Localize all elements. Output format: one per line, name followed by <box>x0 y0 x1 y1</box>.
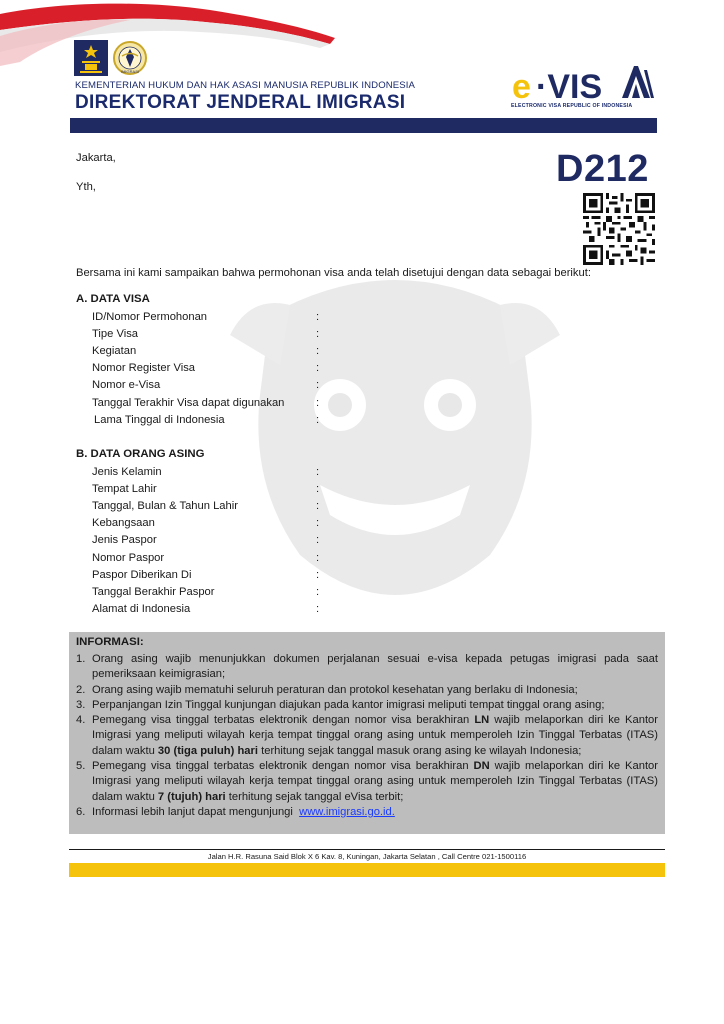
info-item <box>76 652 658 683</box>
info-item-number: 4. <box>76 714 86 727</box>
info-item-text <box>92 805 658 820</box>
field-date-of-birth: Tanggal, Bulan & Tahun Lahir <box>92 500 238 512</box>
info-text-segment: terhitung sejak tanggal eVisa terbit; <box>225 790 404 803</box>
barong-watermark-graphic <box>230 255 560 615</box>
imigrasi-website-link[interactable]: www.imigrasi.go.id. <box>299 805 395 818</box>
info-item <box>76 698 658 713</box>
qr-code <box>583 193 655 265</box>
seal-text: IMIGRASI <box>120 69 140 74</box>
field-evisa-number: Nomor e-Visa <box>92 379 161 391</box>
ministry-name: KEMENTERIAN HUKUM DAN HAK ASASI MANUSIA REPUBLIK INDONESIA <box>75 80 416 91</box>
info-text-segment: wajib melaporkan diri ke Kantor Imigrasi yang meliputi wilayah kerja tempat tinggal orang asing untuk memperoleh Izin Tinggal Terbatas (ITAS) dalam waktu <box>92 714 659 757</box>
institution-logos <box>74 40 148 76</box>
info-item <box>76 713 658 759</box>
info-text-segment: Pemegang visa tinggal terbatas elektronik dengan nomor visa berakhiran <box>92 714 475 727</box>
info-item-number: 5. <box>76 760 86 773</box>
field-application-id: ID/Nomor Permohonan <box>92 311 208 323</box>
footer-divider <box>69 849 665 850</box>
field-visa-last-use-date: Tanggal Terakhir Visa dapat digunakan <box>92 397 285 409</box>
letter-place: Jakarta, <box>76 152 116 164</box>
field-activity: Kegiatan <box>92 345 137 357</box>
intro-text: Bersama ini kami sampaikan bahwa permohonan visa anda telah disetujui dengan data sebagai berikut: <box>76 267 591 279</box>
info-item-number: 1. <box>76 653 86 665</box>
colon: : <box>316 500 320 512</box>
colon: : <box>316 603 320 615</box>
info-item-text: Orang asing wajib mematuhi seluruh peraturan dan protokol kesehatan yang berlaku di Indonesia; <box>92 683 578 696</box>
colon: : <box>316 534 320 546</box>
info-item-number: 2. <box>76 683 86 696</box>
flag-ribbon-graphic <box>0 0 340 70</box>
field-length-of-stay: Lama Tinggal di Indonesia <box>94 414 225 426</box>
info-item-text: Orang asing wajib menunjukkan dokumen perjalanan sesuai e-visa kepada petugas imigrasi pada saat pemeriksaan keimigrasian; <box>92 653 658 681</box>
letter-salutation: Yth, <box>76 181 96 193</box>
colon: : <box>316 345 320 357</box>
directorate-title: DIREKTORAT JENDERAL IMIGRASI <box>75 92 406 113</box>
field-passport-number: Nomor Paspor <box>92 552 165 564</box>
info-item-text: Perpanjangan Izin Tinggal kunjungan diajukan pada kantor imigrasi meliputi tempat tinggal orang asing; <box>92 698 605 711</box>
svg-text:·VIS: ·VIS <box>536 68 603 106</box>
info-item <box>76 683 658 698</box>
colon: : <box>316 552 320 564</box>
field-visa-register-number: Nomor Register Visa <box>92 362 196 374</box>
colon: : <box>316 569 320 581</box>
section-a-title: A. DATA VISA <box>76 293 150 305</box>
info-item <box>76 759 658 805</box>
colon: : <box>316 362 320 374</box>
field-nationality: Kebangsaan <box>92 517 155 529</box>
info-item-text <box>92 713 658 759</box>
field-gender: Jenis Kelamin <box>92 466 162 478</box>
field-visa-type: Tipe Visa <box>92 328 139 340</box>
ministry-emblem-icon <box>74 40 108 76</box>
colon: : <box>316 328 320 340</box>
evisa-tagline: ELECTRONIC VISA REPUBLIC OF INDONESIA <box>511 103 633 109</box>
information-title: INFORMASI: <box>76 636 144 648</box>
colon: : <box>316 586 320 598</box>
colon: : <box>316 379 320 391</box>
colon: : <box>316 311 320 323</box>
svg-text:e: e <box>512 68 531 106</box>
field-address-in-indonesia: Alamat di Indonesia <box>92 603 191 615</box>
info-text-segment: wajib melaporkan diri ke Kantor Imigrasi yang meliputi wilayah kerja tempat tinggal orang asing untuk memperoleh Izin Tinggal Terbatas (ITAS) dalam waktu <box>92 760 658 803</box>
information-list <box>76 652 658 820</box>
info-text-segment: Informasi lebih lanjut dapat mengunjungi <box>92 805 300 818</box>
deadline-30-days: 30 (tiga puluh) hari <box>157 744 258 757</box>
info-text-segment: terhitung sejak tanggal masuk orang asing ke wilayah Indonesia; <box>258 744 582 757</box>
colon: : <box>316 483 320 495</box>
field-passport-issued-at: Paspor Diberikan Di <box>92 569 192 581</box>
deadline-7-days: 7 (tujuh) hari <box>157 790 226 803</box>
colon: : <box>316 397 320 409</box>
visa-suffix-dn: DN <box>473 760 490 773</box>
info-item-text <box>92 759 658 805</box>
section-b-title: B. DATA ORANG ASING <box>76 448 205 460</box>
colon: : <box>316 517 320 529</box>
info-text-segment: Pemegang visa tinggal terbatas elektronik dengan nomor visa berakhiran <box>92 760 474 773</box>
colon: : <box>316 466 320 478</box>
imigrasi-seal-icon <box>112 40 148 76</box>
field-place-of-birth: Tempat Lahir <box>92 483 157 495</box>
info-item <box>76 805 658 820</box>
info-item-number: 6. <box>76 805 86 818</box>
colon: : <box>316 414 320 426</box>
footer-address: Jalan H.R. Rasuna Said Blok X 6 Kav. 8, Kuningan, Jakarta Selatan , Call Centre 021-1500116 <box>207 852 527 861</box>
header-bar <box>70 118 657 133</box>
info-item-number: 3. <box>76 698 86 711</box>
visa-suffix-ln: LN <box>474 714 490 727</box>
visa-type-code: D212 <box>556 148 649 190</box>
field-passport-type: Jenis Paspor <box>92 534 157 546</box>
field-passport-expiry: Tanggal Berakhir Paspor <box>92 586 215 598</box>
footer-bar <box>69 863 665 877</box>
